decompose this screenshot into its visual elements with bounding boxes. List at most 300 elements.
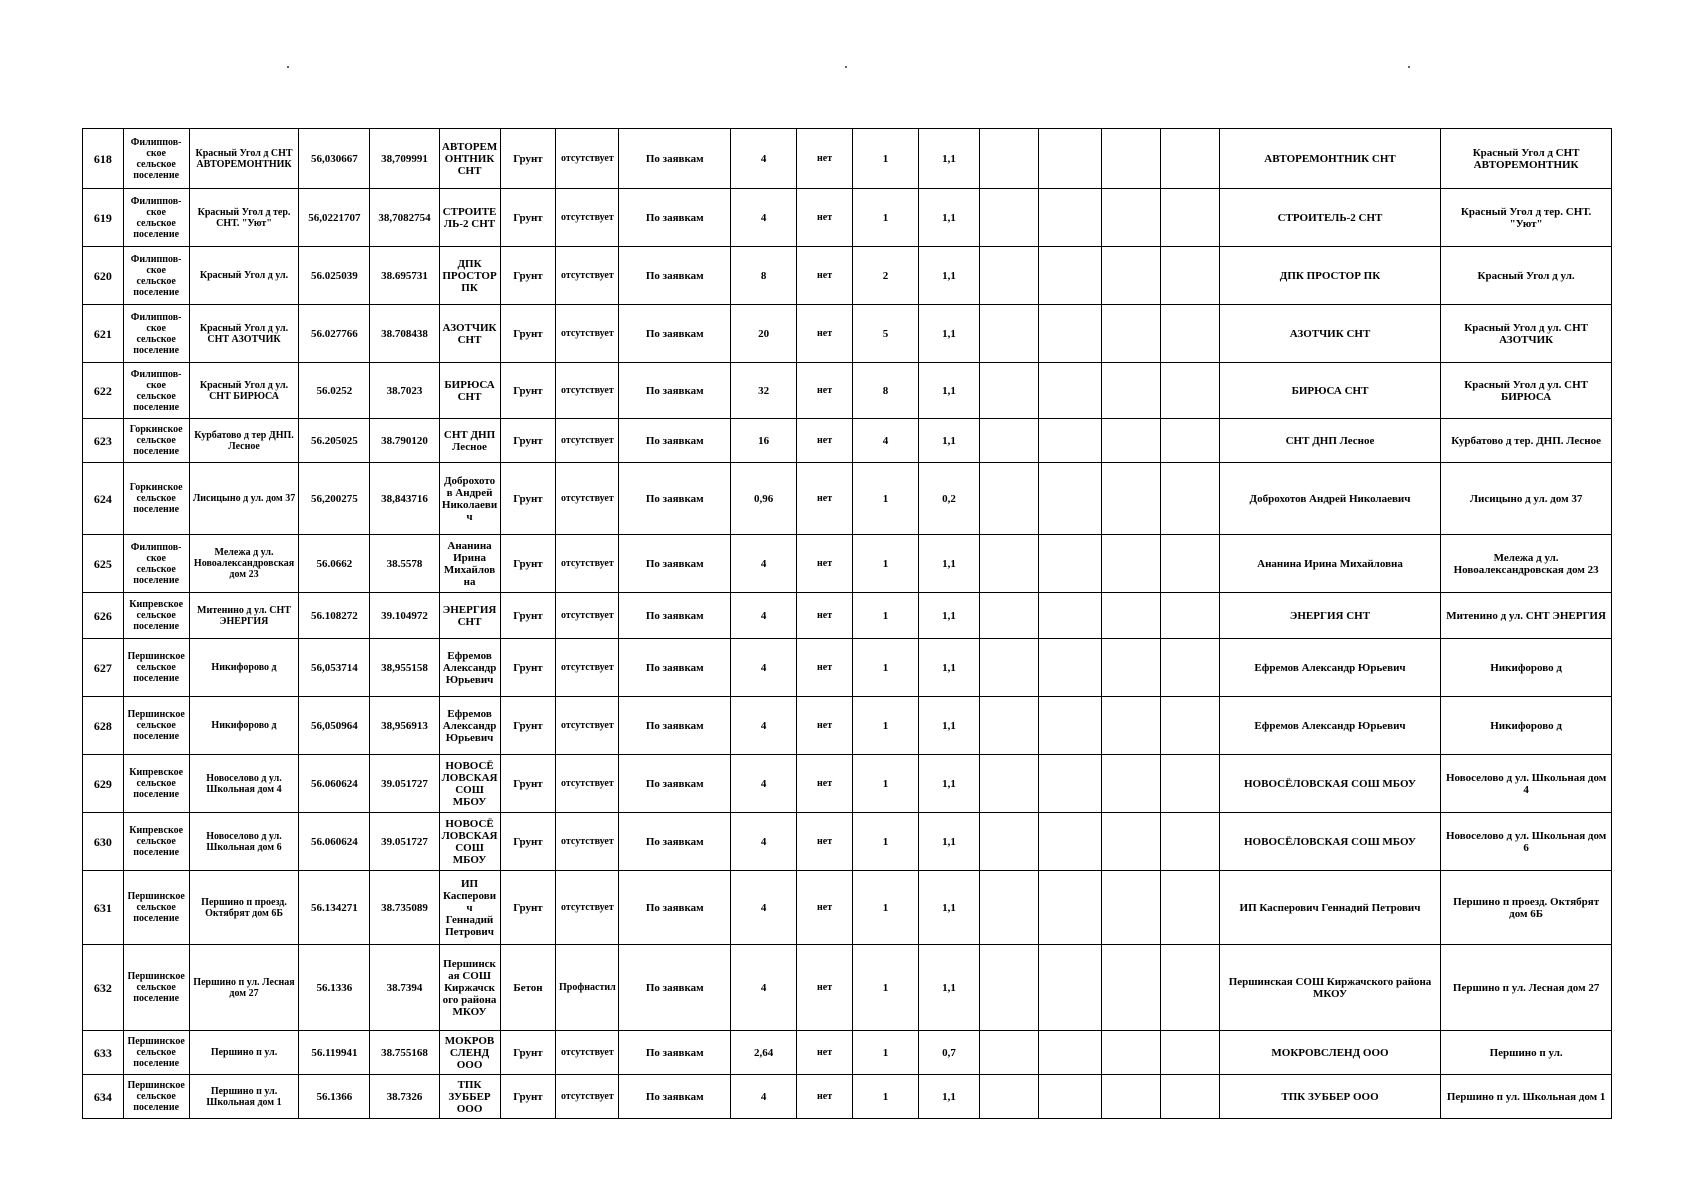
schedule-cell: По заявкам	[619, 813, 731, 871]
table-row	[83, 871, 1612, 945]
surface-cell: Грунт	[500, 871, 556, 945]
area-cell: 4	[731, 945, 797, 1031]
owner-cell: СНТ ДНП Лесное	[439, 419, 500, 463]
table-row	[83, 639, 1612, 697]
empty-cell	[1038, 755, 1101, 813]
schedule-cell: По заявкам	[619, 697, 731, 755]
container-count-cell: 1	[853, 639, 919, 697]
address-cell: Красный Угол д ул. СНТ АЗОТЧИК	[189, 305, 299, 363]
row-number: 620	[83, 247, 124, 305]
container-count-cell: 5	[853, 305, 919, 363]
empty-cell	[1038, 813, 1101, 871]
container-count-cell: 1	[853, 129, 919, 189]
row-number: 627	[83, 639, 124, 697]
volume-cell: 1,1	[919, 419, 980, 463]
schedule-cell: По заявкам	[619, 247, 731, 305]
empty-cell	[1101, 1031, 1160, 1075]
surface-cell: Грунт	[500, 463, 556, 535]
organization-cell: Доброхотов Андрей Николаевич	[1219, 463, 1440, 535]
volume-cell: 1,1	[919, 697, 980, 755]
empty-cell	[980, 593, 1039, 639]
fence-cell: нет	[797, 535, 853, 593]
cover-cell: отсутствует	[556, 419, 619, 463]
area-cell: 4	[731, 639, 797, 697]
longitude-cell: 38.708438	[370, 305, 439, 363]
fence-cell: нет	[797, 813, 853, 871]
settlement-cell: Кипревское сельское поселение	[123, 755, 189, 813]
organization-cell: НОВОСЁЛОВСКАЯ СОШ МБОУ	[1219, 755, 1440, 813]
surface-cell: Грунт	[500, 129, 556, 189]
longitude-cell: 39.104972	[370, 593, 439, 639]
empty-cell	[1101, 419, 1160, 463]
area-cell: 4	[731, 593, 797, 639]
fence-cell: нет	[797, 1075, 853, 1119]
table-row	[83, 755, 1612, 813]
settlement-cell: Филипповское сельское поселение	[123, 129, 189, 189]
row-number: 623	[83, 419, 124, 463]
scan-mark-right	[1408, 66, 1410, 68]
empty-cell	[980, 189, 1039, 247]
address-cell: Новоселово д ул. Школьная дом 4	[189, 755, 299, 813]
empty-cell	[1160, 755, 1219, 813]
organization-address-cell: Никифорово д	[1441, 697, 1612, 755]
surface-cell: Грунт	[500, 593, 556, 639]
schedule-cell: По заявкам	[619, 1075, 731, 1119]
area-cell: 4	[731, 813, 797, 871]
address-cell: Лисицыно д ул. дом 37	[189, 463, 299, 535]
empty-cell	[980, 1031, 1039, 1075]
empty-cell	[1038, 189, 1101, 247]
schedule-cell: По заявкам	[619, 593, 731, 639]
address-cell: Новоселово д ул. Школьная дом 6	[189, 813, 299, 871]
owner-cell: Першинская СОШ Киржачского района МКОУ	[439, 945, 500, 1031]
longitude-cell: 38.790120	[370, 419, 439, 463]
owner-cell: Ананина Ирина Михайловна	[439, 535, 500, 593]
longitude-cell: 38,709991	[370, 129, 439, 189]
table-row	[83, 1031, 1612, 1075]
empty-cell	[1038, 1075, 1101, 1119]
row-number: 631	[83, 871, 124, 945]
table-row	[83, 129, 1612, 189]
empty-cell	[1160, 463, 1219, 535]
row-number: 621	[83, 305, 124, 363]
scan-mark-center	[845, 66, 847, 68]
latitude-cell: 56,050964	[299, 697, 370, 755]
owner-cell: ЭНЕРГИЯ СНТ	[439, 593, 500, 639]
container-count-cell: 4	[853, 419, 919, 463]
volume-cell: 1,1	[919, 189, 980, 247]
organization-cell: НОВОСЁЛОВСКАЯ СОШ МБОУ	[1219, 813, 1440, 871]
volume-cell: 1,1	[919, 813, 980, 871]
container-count-cell: 1	[853, 593, 919, 639]
latitude-cell: 56.0662	[299, 535, 370, 593]
organization-address-cell: Красный Угол д ул. СНТ АЗОТЧИК	[1441, 305, 1612, 363]
fence-cell: нет	[797, 419, 853, 463]
latitude-cell: 56.134271	[299, 871, 370, 945]
settlement-cell: Филипповское сельское поселение	[123, 189, 189, 247]
empty-cell	[980, 639, 1039, 697]
settlement-cell: Першинское сельское поселение	[123, 945, 189, 1031]
scan-mark-left	[287, 66, 289, 68]
row-number: 629	[83, 755, 124, 813]
owner-cell: БИРЮСА СНТ	[439, 363, 500, 419]
area-cell: 2,64	[731, 1031, 797, 1075]
area-cell: 16	[731, 419, 797, 463]
longitude-cell: 39.051727	[370, 813, 439, 871]
latitude-cell: 56,030667	[299, 129, 370, 189]
empty-cell	[1038, 1031, 1101, 1075]
latitude-cell: 56.1366	[299, 1075, 370, 1119]
organization-cell: АВТОРЕМОНТНИК СНТ	[1219, 129, 1440, 189]
container-sites-table	[82, 128, 1612, 1119]
surface-cell: Грунт	[500, 305, 556, 363]
fence-cell: нет	[797, 1031, 853, 1075]
empty-cell	[1160, 593, 1219, 639]
cover-cell: отсутствует	[556, 363, 619, 419]
surface-cell: Грунт	[500, 419, 556, 463]
schedule-cell: По заявкам	[619, 189, 731, 247]
cover-cell: отсутствует	[556, 247, 619, 305]
empty-cell	[1160, 129, 1219, 189]
organization-address-cell: Лисицыно д ул. дом 37	[1441, 463, 1612, 535]
surface-cell: Грунт	[500, 755, 556, 813]
row-number: 618	[83, 129, 124, 189]
latitude-cell: 56.060624	[299, 813, 370, 871]
volume-cell: 1,1	[919, 363, 980, 419]
container-count-cell: 1	[853, 755, 919, 813]
owner-cell: ИП Касперович Геннадий Петрович	[439, 871, 500, 945]
empty-cell	[1160, 697, 1219, 755]
organization-cell: ЭНЕРГИЯ СНТ	[1219, 593, 1440, 639]
cover-cell: отсутствует	[556, 305, 619, 363]
table-row	[83, 945, 1612, 1031]
address-cell: Красный Угол д ул.	[189, 247, 299, 305]
empty-cell	[1038, 463, 1101, 535]
cover-cell: отсутствует	[556, 871, 619, 945]
address-cell: Никифорово д	[189, 639, 299, 697]
address-cell: Красный Угол д тер. СНТ. "Уют"	[189, 189, 299, 247]
settlement-cell: Филипповское сельское поселение	[123, 305, 189, 363]
owner-cell: МОКРОВСЛЕНД ООО	[439, 1031, 500, 1075]
schedule-cell: По заявкам	[619, 755, 731, 813]
table-row	[83, 813, 1612, 871]
empty-cell	[1101, 535, 1160, 593]
volume-cell: 1,1	[919, 593, 980, 639]
organization-address-cell: Першино п ул.	[1441, 1031, 1612, 1075]
schedule-cell: По заявкам	[619, 305, 731, 363]
cover-cell: отсутствует	[556, 189, 619, 247]
owner-cell: ТПК ЗУББЕР ООО	[439, 1075, 500, 1119]
empty-cell	[980, 535, 1039, 593]
cover-cell: отсутствует	[556, 593, 619, 639]
container-count-cell: 1	[853, 463, 919, 535]
organization-cell: АЗОТЧИК СНТ	[1219, 305, 1440, 363]
volume-cell: 1,1	[919, 1075, 980, 1119]
empty-cell	[980, 871, 1039, 945]
longitude-cell: 38.695731	[370, 247, 439, 305]
empty-cell	[980, 463, 1039, 535]
surface-cell: Грунт	[500, 697, 556, 755]
surface-cell: Грунт	[500, 639, 556, 697]
empty-cell	[1160, 1075, 1219, 1119]
volume-cell: 0,7	[919, 1031, 980, 1075]
settlement-cell: Кипревское сельское поселение	[123, 593, 189, 639]
owner-cell: Доброхотов Андрей Николаевич	[439, 463, 500, 535]
latitude-cell: 56.0252	[299, 363, 370, 419]
longitude-cell: 38.7394	[370, 945, 439, 1031]
surface-cell: Грунт	[500, 247, 556, 305]
fence-cell: нет	[797, 871, 853, 945]
latitude-cell: 56.060624	[299, 755, 370, 813]
schedule-cell: По заявкам	[619, 129, 731, 189]
empty-cell	[980, 813, 1039, 871]
cover-cell: отсутствует	[556, 755, 619, 813]
latitude-cell: 56.205025	[299, 419, 370, 463]
address-cell: Мележа д ул. Новоалександровская дом 23	[189, 535, 299, 593]
table-row	[83, 1075, 1612, 1119]
row-number: 619	[83, 189, 124, 247]
empty-cell	[1101, 593, 1160, 639]
row-number: 630	[83, 813, 124, 871]
latitude-cell: 56.119941	[299, 1031, 370, 1075]
address-cell: Курбатово д тер ДНП. Лесное	[189, 419, 299, 463]
empty-cell	[1101, 1075, 1160, 1119]
organization-address-cell: Красный Угол д ул. СНТ БИРЮСА	[1441, 363, 1612, 419]
empty-cell	[980, 945, 1039, 1031]
area-cell: 4	[731, 755, 797, 813]
fence-cell: нет	[797, 363, 853, 419]
empty-cell	[1038, 697, 1101, 755]
organization-cell: Першинская СОШ Киржачского района МКОУ	[1219, 945, 1440, 1031]
container-count-cell: 8	[853, 363, 919, 419]
empty-cell	[1101, 129, 1160, 189]
owner-cell: СТРОИТЕЛЬ-2 СНТ	[439, 189, 500, 247]
settlement-cell: Першинское сельское поселение	[123, 639, 189, 697]
schedule-cell: По заявкам	[619, 871, 731, 945]
longitude-cell: 38.7023	[370, 363, 439, 419]
cover-cell: отсутствует	[556, 1075, 619, 1119]
container-count-cell: 2	[853, 247, 919, 305]
organization-cell: ТПК ЗУББЕР ООО	[1219, 1075, 1440, 1119]
organization-cell: СНТ ДНП Лесное	[1219, 419, 1440, 463]
fence-cell: нет	[797, 189, 853, 247]
longitude-cell: 39.051727	[370, 755, 439, 813]
longitude-cell: 38.735089	[370, 871, 439, 945]
address-cell: Першино п ул. Школьная дом 1	[189, 1075, 299, 1119]
cover-cell: отсутствует	[556, 463, 619, 535]
cover-cell: отсутствует	[556, 1031, 619, 1075]
table-row	[83, 463, 1612, 535]
organization-cell: Ефремов Александр Юрьевич	[1219, 639, 1440, 697]
settlement-cell: Першинское сельское поселение	[123, 871, 189, 945]
settlement-cell: Горкинское сельское поселение	[123, 463, 189, 535]
organization-address-cell: Новоселово д ул. Школьная дом 6	[1441, 813, 1612, 871]
organization-address-cell: Красный Угол д СНТ АВТОРЕМОНТНИК	[1441, 129, 1612, 189]
schedule-cell: По заявкам	[619, 1031, 731, 1075]
area-cell: 4	[731, 535, 797, 593]
volume-cell: 1,1	[919, 247, 980, 305]
longitude-cell: 38,956913	[370, 697, 439, 755]
empty-cell	[1160, 189, 1219, 247]
address-cell: Красный Угол д СНТ АВТОРЕМОНТНИК	[189, 129, 299, 189]
address-cell: Никифорово д	[189, 697, 299, 755]
owner-cell: Ефремов Александр Юрьевич	[439, 697, 500, 755]
address-cell: Першино п ул.	[189, 1031, 299, 1075]
cover-cell: отсутствует	[556, 129, 619, 189]
row-number: 625	[83, 535, 124, 593]
area-cell: 4	[731, 129, 797, 189]
empty-cell	[1101, 813, 1160, 871]
container-count-cell: 1	[853, 1031, 919, 1075]
empty-cell	[1038, 305, 1101, 363]
empty-cell	[980, 363, 1039, 419]
volume-cell: 1,1	[919, 535, 980, 593]
area-cell: 4	[731, 871, 797, 945]
empty-cell	[1160, 1031, 1219, 1075]
area-cell: 4	[731, 1075, 797, 1119]
row-number: 626	[83, 593, 124, 639]
empty-cell	[1101, 363, 1160, 419]
settlement-cell: Першинское сельское поселение	[123, 697, 189, 755]
table-row	[83, 363, 1612, 419]
table-row	[83, 593, 1612, 639]
latitude-cell: 56.025039	[299, 247, 370, 305]
latitude-cell: 56,0221707	[299, 189, 370, 247]
table-body	[83, 129, 1612, 1119]
surface-cell: Грунт	[500, 535, 556, 593]
area-cell: 4	[731, 697, 797, 755]
fence-cell: нет	[797, 639, 853, 697]
organization-cell: БИРЮСА СНТ	[1219, 363, 1440, 419]
container-count-cell: 1	[853, 697, 919, 755]
organization-address-cell: Красный Угол д тер. СНТ. "Уют"	[1441, 189, 1612, 247]
address-cell: Красный Угол д ул. СНТ БИРЮСА	[189, 363, 299, 419]
area-cell: 20	[731, 305, 797, 363]
fence-cell: нет	[797, 305, 853, 363]
table-row	[83, 419, 1612, 463]
empty-cell	[1160, 535, 1219, 593]
empty-cell	[1160, 305, 1219, 363]
container-count-cell: 1	[853, 945, 919, 1031]
latitude-cell: 56.1336	[299, 945, 370, 1031]
table-row	[83, 305, 1612, 363]
volume-cell: 1,1	[919, 639, 980, 697]
container-count-cell: 1	[853, 1075, 919, 1119]
longitude-cell: 38.5578	[370, 535, 439, 593]
organization-cell: МОКРОВСЛЕНД ООО	[1219, 1031, 1440, 1075]
owner-cell: АВТОРЕМОНТНИК СНТ	[439, 129, 500, 189]
empty-cell	[1160, 871, 1219, 945]
organization-address-cell: Першино п ул. Лесная дом 27	[1441, 945, 1612, 1031]
container-count-cell: 1	[853, 189, 919, 247]
empty-cell	[1101, 189, 1160, 247]
settlement-cell: Першинское сельское поселение	[123, 1031, 189, 1075]
volume-cell: 1,1	[919, 305, 980, 363]
organization-address-cell: Першино п ул. Школьная дом 1	[1441, 1075, 1612, 1119]
area-cell: 4	[731, 189, 797, 247]
surface-cell: Грунт	[500, 189, 556, 247]
volume-cell: 1,1	[919, 871, 980, 945]
empty-cell	[1160, 247, 1219, 305]
cover-cell: отсутствует	[556, 639, 619, 697]
table-row	[83, 189, 1612, 247]
organization-address-cell: Курбатово д тер. ДНП. Лесное	[1441, 419, 1612, 463]
row-number: 628	[83, 697, 124, 755]
row-number: 633	[83, 1031, 124, 1075]
empty-cell	[980, 697, 1039, 755]
surface-cell: Грунт	[500, 813, 556, 871]
longitude-cell: 38.7326	[370, 1075, 439, 1119]
volume-cell: 1,1	[919, 945, 980, 1031]
empty-cell	[980, 755, 1039, 813]
address-cell: Першино п проезд. Октябрят дом 6Б	[189, 871, 299, 945]
owner-cell: Ефремов Александр Юрьевич	[439, 639, 500, 697]
volume-cell: 0,2	[919, 463, 980, 535]
empty-cell	[980, 305, 1039, 363]
row-number: 624	[83, 463, 124, 535]
empty-cell	[1038, 363, 1101, 419]
latitude-cell: 56.108272	[299, 593, 370, 639]
empty-cell	[980, 247, 1039, 305]
empty-cell	[1101, 305, 1160, 363]
container-count-cell: 1	[853, 535, 919, 593]
settlement-cell: Филипповское сельское поселение	[123, 363, 189, 419]
owner-cell: АЗОТЧИК СНТ	[439, 305, 500, 363]
fence-cell: нет	[797, 945, 853, 1031]
empty-cell	[1038, 129, 1101, 189]
container-count-cell: 1	[853, 813, 919, 871]
schedule-cell: По заявкам	[619, 945, 731, 1031]
empty-cell	[1160, 813, 1219, 871]
empty-cell	[1101, 871, 1160, 945]
fence-cell: нет	[797, 463, 853, 535]
empty-cell	[1101, 247, 1160, 305]
empty-cell	[1101, 697, 1160, 755]
empty-cell	[980, 1075, 1039, 1119]
empty-cell	[1160, 363, 1219, 419]
latitude-cell: 56,200275	[299, 463, 370, 535]
cover-cell: отсутствует	[556, 697, 619, 755]
empty-cell	[1038, 639, 1101, 697]
empty-cell	[1101, 945, 1160, 1031]
empty-cell	[1038, 419, 1101, 463]
longitude-cell: 38,7082754	[370, 189, 439, 247]
organization-cell: Ефремов Александр Юрьевич	[1219, 697, 1440, 755]
row-number: 634	[83, 1075, 124, 1119]
empty-cell	[1038, 593, 1101, 639]
longitude-cell: 38,843716	[370, 463, 439, 535]
empty-cell	[1038, 871, 1101, 945]
schedule-cell: По заявкам	[619, 639, 731, 697]
owner-cell: НОВОСЁЛОВСКАЯ СОШ МБОУ	[439, 813, 500, 871]
empty-cell	[1038, 247, 1101, 305]
organization-address-cell: Красный Угол д ул.	[1441, 247, 1612, 305]
fence-cell: нет	[797, 755, 853, 813]
organization-cell: СТРОИТЕЛЬ-2 СНТ	[1219, 189, 1440, 247]
longitude-cell: 38,955158	[370, 639, 439, 697]
container-count-cell: 1	[853, 871, 919, 945]
owner-cell: НОВОСЁЛОВСКАЯ СОШ МБОУ	[439, 755, 500, 813]
fence-cell: нет	[797, 247, 853, 305]
surface-cell: Грунт	[500, 1075, 556, 1119]
schedule-cell: По заявкам	[619, 463, 731, 535]
latitude-cell: 56,053714	[299, 639, 370, 697]
table-row	[83, 247, 1612, 305]
cover-cell: отсутствует	[556, 535, 619, 593]
address-cell: Митенино д ул. СНТ ЭНЕРГИЯ	[189, 593, 299, 639]
owner-cell: ДПК ПРОСТОР ПК	[439, 247, 500, 305]
empty-cell	[1101, 463, 1160, 535]
